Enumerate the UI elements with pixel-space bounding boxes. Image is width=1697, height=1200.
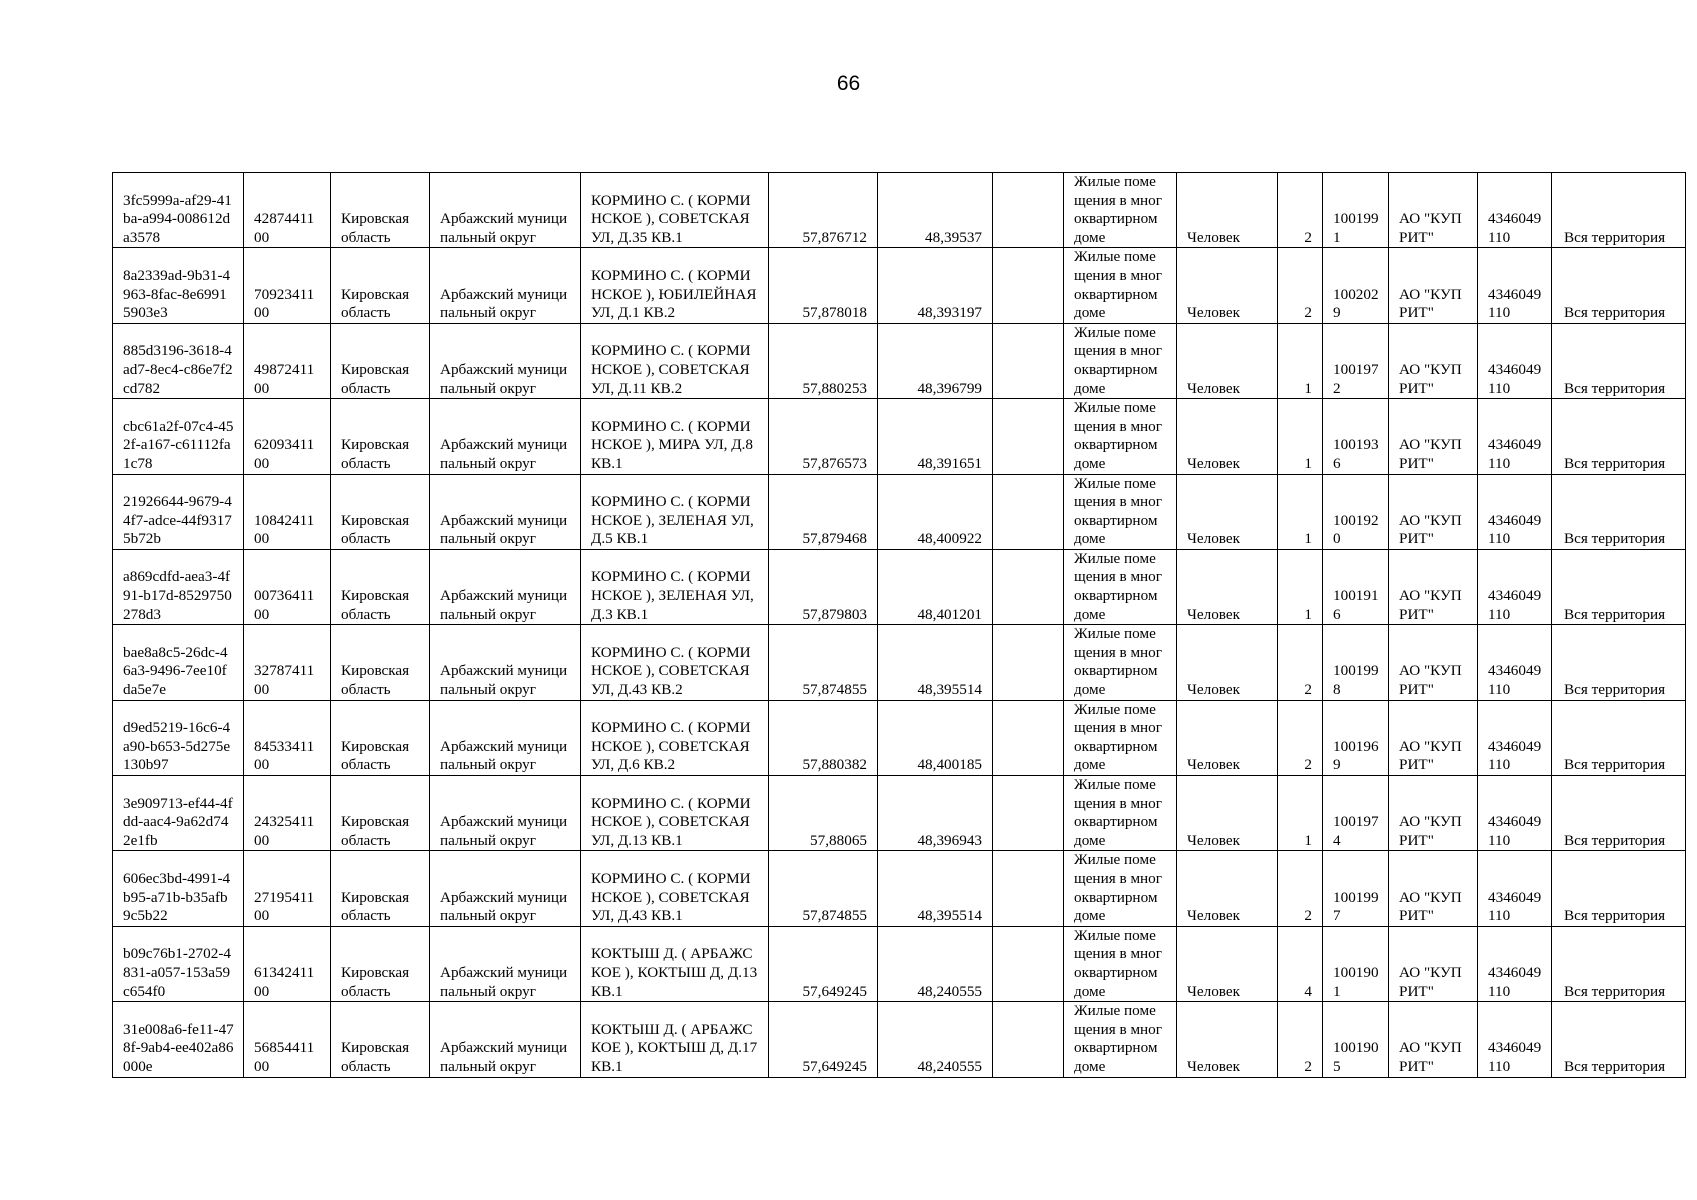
region-cell: Кировская область: [331, 625, 430, 700]
district-cell: Арбажский муниципальный округ: [430, 926, 581, 1001]
region-cell: Кировская область: [331, 399, 430, 474]
count-cell: 1: [1278, 776, 1323, 851]
operator-cell: АО "КУПРИТ": [1389, 776, 1478, 851]
count-cell: 2: [1278, 851, 1323, 926]
operator-cell: АО "КУПРИТ": [1389, 323, 1478, 398]
object-code-cell: 1001997: [1323, 851, 1389, 926]
region-cell: Кировская область: [331, 851, 430, 926]
territory-cell: Вся территория: [1552, 700, 1686, 775]
oktmo-code-cell: 3278741100: [244, 625, 331, 700]
operator-cell: АО "КУПРИТ": [1389, 926, 1478, 1001]
empty-cell: [993, 248, 1064, 323]
territory-cell: Вся территория: [1552, 926, 1686, 1001]
count-cell: 1: [1278, 549, 1323, 624]
oktmo-code-cell: 4287441100: [244, 173, 331, 248]
territory-cell: Вся территория: [1552, 1002, 1686, 1077]
region-cell: Кировская область: [331, 173, 430, 248]
longitude-cell: 48,395514: [878, 851, 993, 926]
latitude-cell: 57,874855: [769, 851, 878, 926]
territory-cell: Вся территория: [1552, 248, 1686, 323]
operator-cell: АО "КУПРИТ": [1389, 549, 1478, 624]
district-cell: Арбажский муниципальный округ: [430, 248, 581, 323]
unit-cell: Человек: [1177, 700, 1278, 775]
address-cell: КОРМИНО С. ( КОРМИНСКОЕ ), СОВЕТСКАЯ УЛ, Д.6 КВ.2: [581, 700, 769, 775]
operator-cell: АО "КУПРИТ": [1389, 248, 1478, 323]
inn-cell: 4346049110: [1478, 474, 1552, 549]
unit-cell: Человек: [1177, 1002, 1278, 1077]
region-cell: Кировская область: [331, 776, 430, 851]
record-id-cell: d9ed5219-16c6-4a90-b653-5d275e130b97: [113, 700, 244, 775]
empty-cell: [993, 399, 1064, 474]
record-id-cell: 606ec3bd-4991-4b95-a71b-b35afb9c5b22: [113, 851, 244, 926]
inn-cell: 4346049110: [1478, 625, 1552, 700]
region-cell: Кировская область: [331, 700, 430, 775]
district-cell: Арбажский муниципальный округ: [430, 549, 581, 624]
table-row: [113, 776, 1686, 851]
table-row: [113, 926, 1686, 1001]
inn-cell: 4346049110: [1478, 926, 1552, 1001]
object-type-cell: Жилые помещения в многоквартирном доме: [1064, 926, 1177, 1001]
longitude-cell: 48,400185: [878, 700, 993, 775]
address-cell: КОКТЫШ Д. ( АРБАЖСКОЕ ), КОКТЫШ Д, Д.13 КВ.1: [581, 926, 769, 1001]
address-cell: КОРМИНО С. ( КОРМИНСКОЕ ), СОВЕТСКАЯ УЛ, Д.35 КВ.1: [581, 173, 769, 248]
unit-cell: Человек: [1177, 399, 1278, 474]
table-row: [113, 248, 1686, 323]
object-type-cell: Жилые помещения в многоквартирном доме: [1064, 776, 1177, 851]
record-id-cell: 31e008a6-fe11-478f-9ab4-ee402a86000e: [113, 1002, 244, 1077]
empty-cell: [993, 700, 1064, 775]
object-code-cell: 1001974: [1323, 776, 1389, 851]
unit-cell: Человек: [1177, 776, 1278, 851]
count-cell: 1: [1278, 323, 1323, 398]
count-cell: 2: [1278, 700, 1323, 775]
district-cell: Арбажский муниципальный округ: [430, 323, 581, 398]
operator-cell: АО "КУПРИТ": [1389, 700, 1478, 775]
district-cell: Арбажский муниципальный округ: [430, 625, 581, 700]
territory-cell: Вся территория: [1552, 625, 1686, 700]
record-id-cell: bae8a8c5-26dc-46a3-9496-7ee10fda5e7e: [113, 625, 244, 700]
record-id-cell: a869cdfd-aea3-4f91-b17d-8529750278d3: [113, 549, 244, 624]
unit-cell: Человек: [1177, 248, 1278, 323]
oktmo-code-cell: 6209341100: [244, 399, 331, 474]
longitude-cell: 48,391651: [878, 399, 993, 474]
inn-cell: 4346049110: [1478, 248, 1552, 323]
table-row: [113, 700, 1686, 775]
address-cell: КОКТЫШ Д. ( АРБАЖСКОЕ ), КОКТЫШ Д, Д.17 КВ.1: [581, 1002, 769, 1077]
unit-cell: Человек: [1177, 173, 1278, 248]
territory-cell: Вся территория: [1552, 399, 1686, 474]
oktmo-code-cell: 6134241100: [244, 926, 331, 1001]
oktmo-code-cell: 0073641100: [244, 549, 331, 624]
count-cell: 2: [1278, 173, 1323, 248]
address-cell: КОРМИНО С. ( КОРМИНСКОЕ ), СОВЕТСКАЯ УЛ, Д.13 КВ.1: [581, 776, 769, 851]
latitude-cell: 57,88065: [769, 776, 878, 851]
object-type-cell: Жилые помещения в многоквартирном доме: [1064, 248, 1177, 323]
oktmo-code-cell: 1084241100: [244, 474, 331, 549]
registry-table: [112, 172, 1686, 1078]
object-code-cell: 1001972: [1323, 323, 1389, 398]
inn-cell: 4346049110: [1478, 323, 1552, 398]
object-type-cell: Жилые помещения в многоквартирном доме: [1064, 625, 1177, 700]
object-code-cell: 1001920: [1323, 474, 1389, 549]
latitude-cell: 57,879468: [769, 474, 878, 549]
table-row: [113, 1002, 1686, 1077]
record-id-cell: b09c76b1-2702-4831-a057-153a59c654f0: [113, 926, 244, 1001]
address-cell: КОРМИНО С. ( КОРМИНСКОЕ ), МИРА УЛ, Д.8 КВ.1: [581, 399, 769, 474]
empty-cell: [993, 474, 1064, 549]
oktmo-code-cell: 2719541100: [244, 851, 331, 926]
count-cell: 4: [1278, 926, 1323, 1001]
inn-cell: 4346049110: [1478, 776, 1552, 851]
unit-cell: Человек: [1177, 851, 1278, 926]
district-cell: Арбажский муниципальный округ: [430, 1002, 581, 1077]
district-cell: Арбажский муниципальный округ: [430, 851, 581, 926]
operator-cell: АО "КУПРИТ": [1389, 625, 1478, 700]
empty-cell: [993, 173, 1064, 248]
object-type-cell: Жилые помещения в многоквартирном доме: [1064, 1002, 1177, 1077]
object-type-cell: Жилые помещения в многоквартирном доме: [1064, 851, 1177, 926]
record-id-cell: cbc61a2f-07c4-452f-a167-c61112fa1c78: [113, 399, 244, 474]
table-row: [113, 173, 1686, 248]
region-cell: Кировская область: [331, 248, 430, 323]
object-type-cell: Жилые помещения в многоквартирном доме: [1064, 323, 1177, 398]
table-row: [113, 323, 1686, 398]
inn-cell: 4346049110: [1478, 399, 1552, 474]
unit-cell: Человек: [1177, 323, 1278, 398]
inn-cell: 4346049110: [1478, 851, 1552, 926]
table-row: [113, 625, 1686, 700]
inn-cell: 4346049110: [1478, 549, 1552, 624]
latitude-cell: 57,880382: [769, 700, 878, 775]
region-cell: Кировская область: [331, 323, 430, 398]
territory-cell: Вся территория: [1552, 474, 1686, 549]
oktmo-code-cell: 5685441100: [244, 1002, 331, 1077]
district-cell: Арбажский муниципальный округ: [430, 776, 581, 851]
record-id-cell: 8a2339ad-9b31-4963-8fac-8e69915903e3: [113, 248, 244, 323]
territory-cell: Вся территория: [1552, 549, 1686, 624]
object-code-cell: 1001905: [1323, 1002, 1389, 1077]
latitude-cell: 57,879803: [769, 549, 878, 624]
object-type-cell: Жилые помещения в многоквартирном доме: [1064, 173, 1177, 248]
region-cell: Кировская область: [331, 549, 430, 624]
object-code-cell: 1001969: [1323, 700, 1389, 775]
oktmo-code-cell: 2432541100: [244, 776, 331, 851]
oktmo-code-cell: 7092341100: [244, 248, 331, 323]
inn-cell: 4346049110: [1478, 700, 1552, 775]
object-code-cell: 1001936: [1323, 399, 1389, 474]
oktmo-code-cell: 8453341100: [244, 700, 331, 775]
page-number: 66: [836, 72, 861, 95]
latitude-cell: 57,878018: [769, 248, 878, 323]
territory-cell: Вся территория: [1552, 776, 1686, 851]
address-cell: КОРМИНО С. ( КОРМИНСКОЕ ), СОВЕТСКАЯ УЛ, Д.11 КВ.2: [581, 323, 769, 398]
count-cell: 2: [1278, 248, 1323, 323]
record-id-cell: 3fc5999a-af29-41ba-a994-008612da3578: [113, 173, 244, 248]
district-cell: Арбажский муниципальный округ: [430, 474, 581, 549]
object-code-cell: 1001916: [1323, 549, 1389, 624]
operator-cell: АО "КУПРИТ": [1389, 474, 1478, 549]
object-type-cell: Жилые помещения в многоквартирном доме: [1064, 700, 1177, 775]
operator-cell: АО "КУПРИТ": [1389, 1002, 1478, 1077]
territory-cell: Вся территория: [1552, 173, 1686, 248]
empty-cell: [993, 625, 1064, 700]
operator-cell: АО "КУПРИТ": [1389, 173, 1478, 248]
district-cell: Арбажский муниципальный округ: [430, 700, 581, 775]
latitude-cell: 57,649245: [769, 926, 878, 1001]
address-cell: КОРМИНО С. ( КОРМИНСКОЕ ), ЮБИЛЕЙНАЯ УЛ, Д.1 КВ.2: [581, 248, 769, 323]
longitude-cell: 48,393197: [878, 248, 993, 323]
empty-cell: [993, 1002, 1064, 1077]
address-cell: КОРМИНО С. ( КОРМИНСКОЕ ), ЗЕЛЕНАЯ УЛ, Д.5 КВ.1: [581, 474, 769, 549]
count-cell: 1: [1278, 399, 1323, 474]
record-id-cell: 3e909713-ef44-4fdd-aac4-9a62d742e1fb: [113, 776, 244, 851]
empty-cell: [993, 851, 1064, 926]
latitude-cell: 57,876573: [769, 399, 878, 474]
table-row: [113, 549, 1686, 624]
address-cell: КОРМИНО С. ( КОРМИНСКОЕ ), ЗЕЛЕНАЯ УЛ, Д.3 КВ.1: [581, 549, 769, 624]
operator-cell: АО "КУПРИТ": [1389, 399, 1478, 474]
empty-cell: [993, 926, 1064, 1001]
latitude-cell: 57,874855: [769, 625, 878, 700]
oktmo-code-cell: 4987241100: [244, 323, 331, 398]
record-id-cell: 885d3196-3618-4ad7-8ec4-c86e7f2cd782: [113, 323, 244, 398]
unit-cell: Человек: [1177, 625, 1278, 700]
region-cell: Кировская область: [331, 1002, 430, 1077]
object-code-cell: 1001901: [1323, 926, 1389, 1001]
unit-cell: Человек: [1177, 474, 1278, 549]
object-type-cell: Жилые помещения в многоквартирном доме: [1064, 399, 1177, 474]
latitude-cell: 57,876712: [769, 173, 878, 248]
longitude-cell: 48,240555: [878, 926, 993, 1001]
table-row: [113, 399, 1686, 474]
region-cell: Кировская область: [331, 474, 430, 549]
longitude-cell: 48,401201: [878, 549, 993, 624]
latitude-cell: 57,649245: [769, 1002, 878, 1077]
territory-cell: Вся территория: [1552, 851, 1686, 926]
count-cell: 2: [1278, 625, 1323, 700]
object-code-cell: 1002029: [1323, 248, 1389, 323]
address-cell: КОРМИНО С. ( КОРМИНСКОЕ ), СОВЕТСКАЯ УЛ, Д.43 КВ.2: [581, 625, 769, 700]
object-type-cell: Жилые помещения в многоквартирном доме: [1064, 474, 1177, 549]
longitude-cell: 48,396799: [878, 323, 993, 398]
operator-cell: АО "КУПРИТ": [1389, 851, 1478, 926]
object-type-cell: Жилые помещения в многоквартирном доме: [1064, 549, 1177, 624]
region-cell: Кировская область: [331, 926, 430, 1001]
table-row: [113, 851, 1686, 926]
inn-cell: 4346049110: [1478, 173, 1552, 248]
longitude-cell: 48,240555: [878, 1002, 993, 1077]
district-cell: Арбажский муниципальный округ: [430, 173, 581, 248]
object-code-cell: 1001991: [1323, 173, 1389, 248]
territory-cell: Вся территория: [1552, 323, 1686, 398]
empty-cell: [993, 549, 1064, 624]
unit-cell: Человек: [1177, 926, 1278, 1001]
latitude-cell: 57,880253: [769, 323, 878, 398]
table-row: [113, 474, 1686, 549]
count-cell: 1: [1278, 474, 1323, 549]
longitude-cell: 48,39537: [878, 173, 993, 248]
record-id-cell: 21926644-9679-44f7-adce-44f93175b72b: [113, 474, 244, 549]
longitude-cell: 48,396943: [878, 776, 993, 851]
longitude-cell: 48,395514: [878, 625, 993, 700]
unit-cell: Человек: [1177, 549, 1278, 624]
longitude-cell: 48,400922: [878, 474, 993, 549]
empty-cell: [993, 776, 1064, 851]
address-cell: КОРМИНО С. ( КОРМИНСКОЕ ), СОВЕТСКАЯ УЛ, Д.43 КВ.1: [581, 851, 769, 926]
inn-cell: 4346049110: [1478, 1002, 1552, 1077]
object-code-cell: 1001998: [1323, 625, 1389, 700]
empty-cell: [993, 323, 1064, 398]
district-cell: Арбажский муниципальный округ: [430, 399, 581, 474]
count-cell: 2: [1278, 1002, 1323, 1077]
